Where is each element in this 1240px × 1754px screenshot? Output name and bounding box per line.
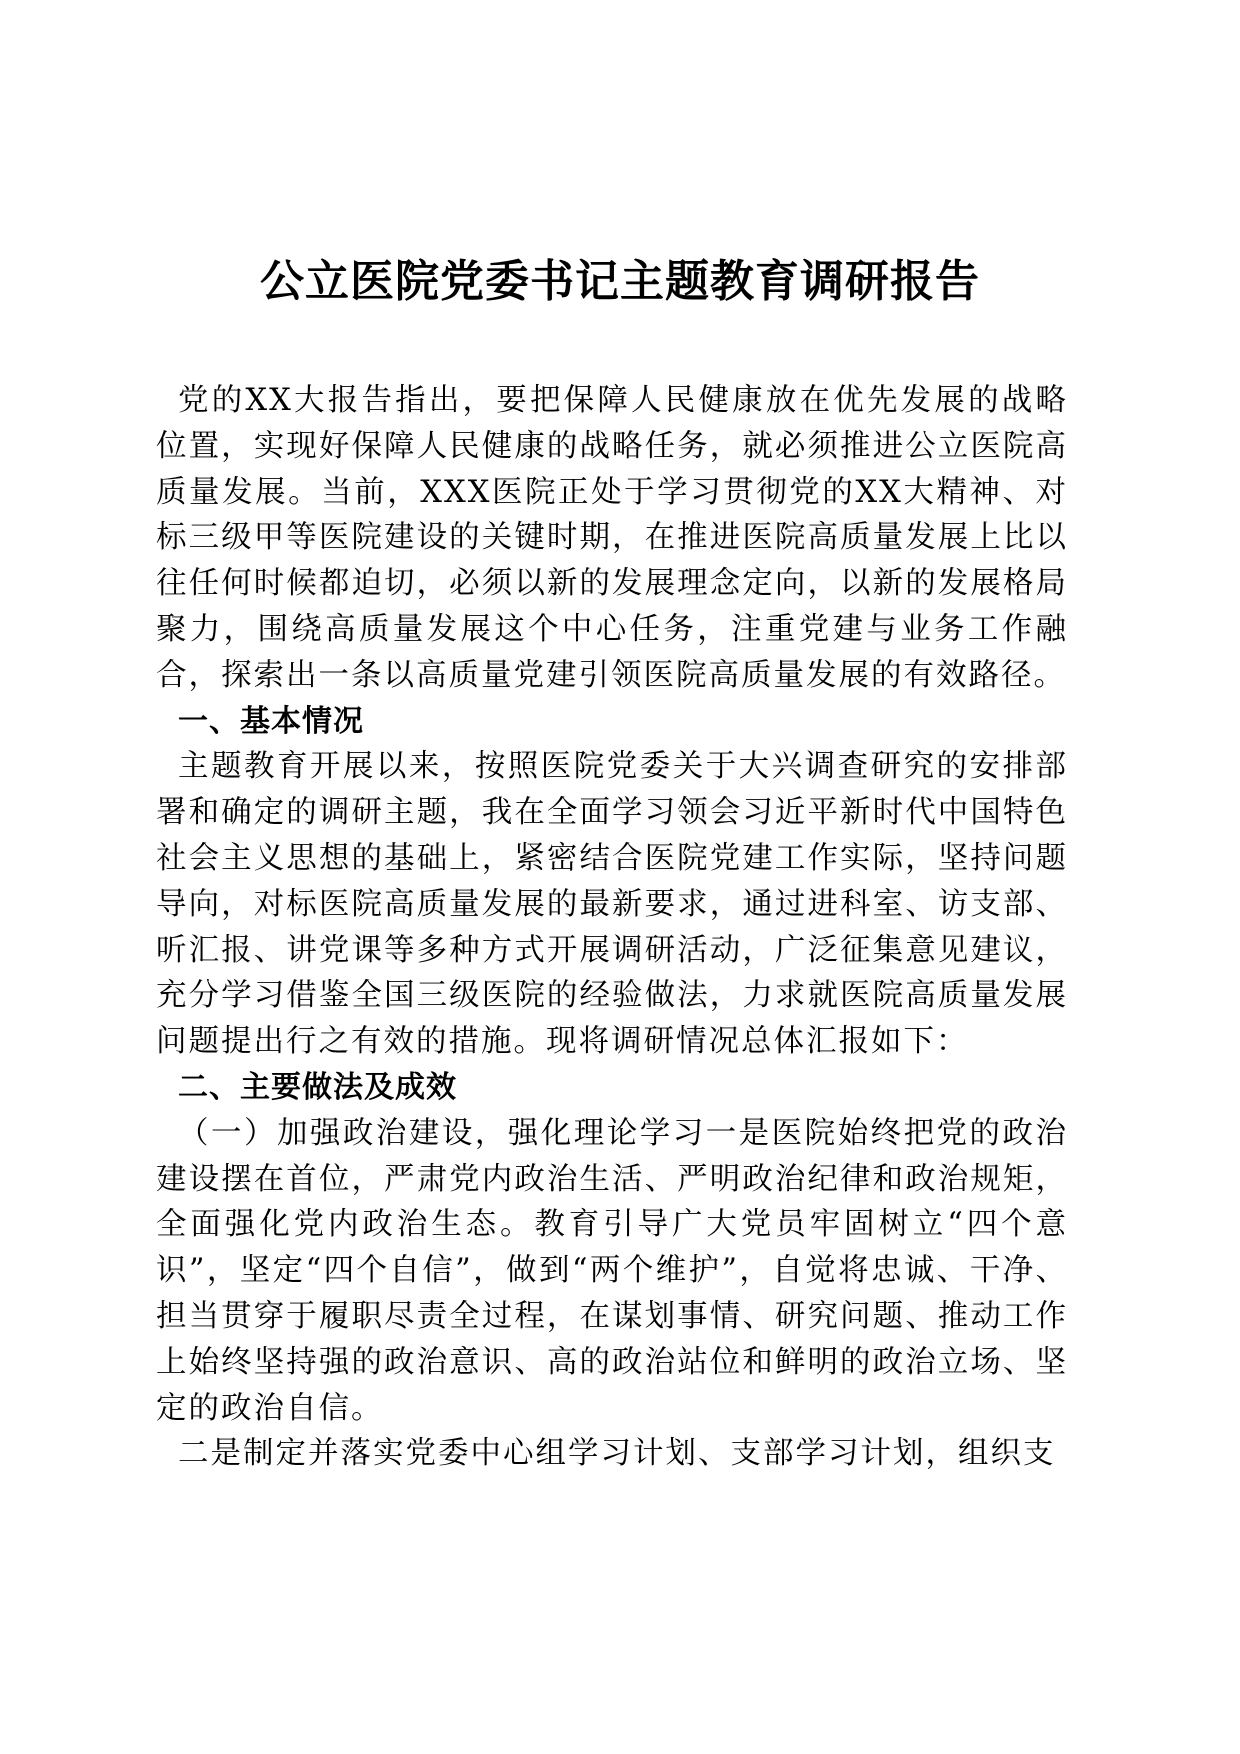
- section-heading-basic-situation: 一、基本情况: [178, 703, 364, 739]
- section-heading-main-practices: 二、主要做法及成效: [178, 1069, 457, 1105]
- study-plan-paragraph: 二是制定并落实党委中心组学习计划、支部学习计划，组织支: [178, 1436, 1056, 1472]
- political-building-paragraph: （一）加强政治建设，强化理论学习一是医院始终把党的政治建设摆在首位，严肃党内政治生活、严明政治纪律和政治规矩，全面强化党内政治生态。教育引导广大党员牢固树立“四个意识”，坚定“四个自信”，做到“两个维护”，自觉将忠诚、干净、担当贯穿于履职尽责全过程，在谋划事情、研究问题、推动工作上始终坚持强的政治意识、高的政治站位和鲜明的政治立场、坚定的政治自信。: [156, 1115, 1068, 1426]
- document-body: [156, 378, 1068, 1477]
- intro-paragraph: 党的XX大报告指出，要把保障人民健康放在优先发展的战略位置，实现好保障人民健康的战略任务，就必须推进公立医院高质量发展。当前，XXX医院正处于学习贯彻党的XX大精神、对标三级甲等医院建设的关键时期，在推进医院高质量发展上比以往任何时候都迫切，必须以新的发展理念定向，以新的发展格局聚力，围绕高质量发展这个中心任务，注重党建与业务工作融合，探索出一条以高质量党建引领医院高质量发展的有效路径。: [156, 383, 1068, 693]
- document-title: 公立医院党委书记主题教育调研报告: [260, 256, 980, 307]
- basic-situation-paragraph: 主题教育开展以来，按照医院党委关于大兴调查研究的安排部署和确定的调研主题，我在全面学习领会习近平新时代中国特色社会主义思想的基础上，紧密结合医院党建工作实际，坚持问题导向，对标医院高质量发展的最新要求，通过进科室、访支部、听汇报、讲党课等多种方式开展调研活动，广泛征集意见建议，充分学习借鉴全国三级医院的经验做法，力求就医院高质量发展问题提出行之有效的措施。现将调研情况总体汇报如下：: [156, 749, 1068, 1060]
